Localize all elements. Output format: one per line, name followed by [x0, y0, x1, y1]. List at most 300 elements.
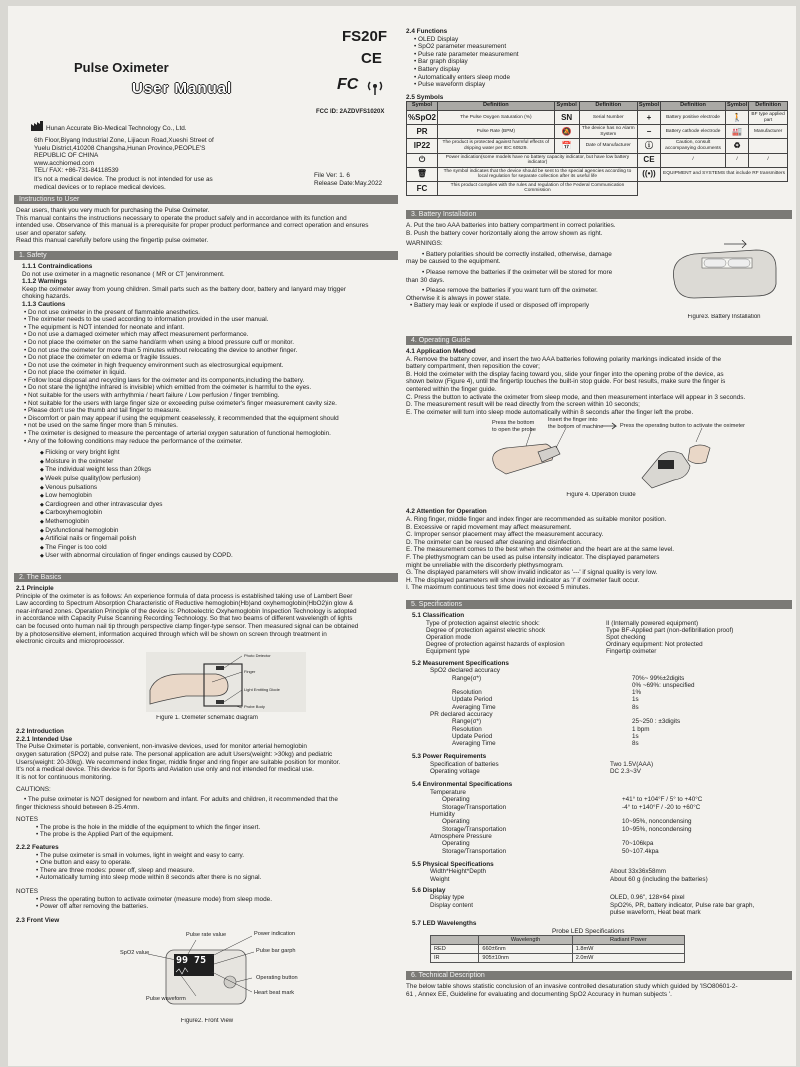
- fig1-label: Finger: [244, 668, 256, 674]
- symbol-definition: EQUIPMENT and SYSTEMS that include RF transmitters: [661, 167, 788, 181]
- text-line: in accordance with Capacity Pulse Scanning Recording Technology. So that two beams of different wavelength of lights: [16, 615, 353, 623]
- symbol-definition: Serial Number: [579, 110, 637, 124]
- spec-row: [452, 718, 792, 725]
- text-line: It's not a medical device. This device is for Sports and Aviation use only and not intended for medical use.: [16, 766, 314, 774]
- caution-item: • Do not place the oximeter on edema or fragile tissues.: [24, 354, 398, 362]
- text-line: electronic circuits and microprocessor.: [16, 638, 125, 646]
- text-line: Do not use oximeter in a magnetic resonance ( MR or CT )environment.: [22, 270, 225, 278]
- function-item: • Automatically enters sleep mode: [414, 74, 792, 82]
- spec-row: [426, 620, 792, 627]
- spec-row: [452, 704, 792, 711]
- spec-row: [442, 818, 792, 825]
- subheading: 2.4 Functions: [406, 28, 448, 35]
- spec-key: Range(σ*): [452, 674, 482, 682]
- symbol-definition: [749, 139, 788, 153]
- symbol-row: [407, 139, 788, 153]
- column-header: Definition: [749, 102, 788, 111]
- table-cell: 660±6nm: [479, 945, 572, 954]
- symbols-table: [406, 101, 788, 196]
- humidity-specs: [412, 818, 792, 832]
- column-header: Radiant Power: [572, 936, 684, 945]
- text-line: than 30 days.: [406, 276, 445, 284]
- operating-steps: [406, 356, 792, 417]
- note-item: • Power off after removing the batteries.: [16, 903, 398, 911]
- caution-item: • Do not stare the light(the infrared is invisible) which emitted from the oximeter is harmful to the eyes.: [24, 384, 398, 392]
- condition-item: ◆ The Finger is too cold: [40, 544, 398, 553]
- schematic-drawing: [146, 652, 306, 712]
- condition-item: ◆ Methemoglobin: [40, 518, 398, 527]
- fcc-logo-icon: FC: [337, 76, 359, 93]
- text-line: B. Push the battery cover horizontally along the arrow shown as right.: [406, 229, 603, 237]
- spec-value: +41° to +104°F / 5° to +40°C: [622, 796, 703, 804]
- step-item: centered within the finger guide.: [406, 386, 497, 394]
- symbol-icon: −: [637, 125, 660, 139]
- operating-section: [406, 348, 792, 592]
- symbol-definition: Pulse Rate (BPM): [438, 125, 555, 139]
- fig4-label: to open the probe: [492, 427, 536, 434]
- text-line: Dear users, thank you very much for purchasing the Pulse Oximeter.: [16, 207, 210, 214]
- text-line: 61 , Annex EE, Guideline for evaluating and documenting SpO2 Accuracy in human subjects '.: [406, 990, 672, 998]
- spec-row: [426, 641, 792, 648]
- classification-specs: [412, 620, 792, 656]
- attention-list: [406, 516, 792, 592]
- caution-item: • Do not place the oximeter on the same hand/arm when using a blood pressure cuff or monitor.: [24, 339, 398, 347]
- spec-value: Two 1.5V(AAA): [610, 760, 654, 768]
- attention-item: G. The displayed parameters will show invalid indicator as '---' if signal quality is very low.: [406, 569, 658, 577]
- spec-value: SpO2%, PR, battery indicator, Pulse rate bar graph,: [610, 901, 755, 909]
- spec-value: 8s: [632, 739, 639, 747]
- note-item: • Press the operating button to activate oximeter (measure mode) from sleep mode.: [16, 896, 398, 904]
- address-line: 6th Floor,Biyang Industrial Zone, Lijiacun Road,Xueshi Street of: [34, 137, 214, 144]
- subheading: 5.7 LED Wavelengths: [412, 919, 477, 927]
- intended-use-text: [16, 743, 398, 781]
- label-heart-beat: Heart beat mark: [254, 990, 295, 997]
- spec-value: DC 2.3~3V: [610, 767, 641, 775]
- symbol-row: [407, 153, 788, 167]
- symbol-icon: IP22: [407, 139, 438, 153]
- company-phone: TEL/ FAX: +86-731-84118539: [34, 167, 119, 175]
- spec-value: 1%: [632, 689, 642, 697]
- spec-key: Display content: [430, 901, 474, 909]
- subheading: 2.3 Front View: [16, 916, 60, 924]
- symbol-icon: 🏭: [725, 125, 748, 139]
- attention-item: F. The plethysmogram can be used as pulse intensity indicator. The displayed parameters: [406, 553, 660, 561]
- symbol-empty: /: [749, 153, 788, 167]
- text-line: This manual contains the instructions necessary to operate the product safely and in accordance with its function and: [16, 214, 347, 222]
- note-item: • The probe is the Applied Part of the equipment.: [16, 831, 398, 839]
- feature-item: • The pulse oximeter is small in volumes, light in weight and easy to carry.: [36, 852, 398, 860]
- caution-item: • The oximeter needs to be used according to information provided in the user manual.: [24, 316, 398, 324]
- column-header: Symbol: [725, 102, 748, 111]
- spec-row: [426, 627, 792, 634]
- spec-value: 1s: [632, 732, 639, 740]
- table-cell: 1.8mW: [572, 945, 684, 954]
- spec-group-label: SpO2 declared accuracy: [430, 667, 500, 675]
- basics-heading: 2. The Basics: [14, 573, 398, 582]
- text-line: Law according to Spectrum Absorption Characteristic of Reductive hemoglobin(Hb)and oxyhemoglobin(HbO2)in glow &: [16, 600, 354, 608]
- spec-key: Degree of protection against electric shock: [426, 626, 546, 634]
- step-item: C. Press the button to activate the oximeter from sleep mode, and then measurement interface will appear in 3 seconds.: [406, 393, 746, 401]
- disclaimer-line: medical devices or to replace medical devices.: [34, 183, 166, 191]
- step-item: E. The oximeter will turn into sleep mode automatically within 8 seconds after the finger left the probe.: [406, 408, 694, 416]
- label-pulse-rate: Pulse rate value: [186, 932, 227, 939]
- fig4-label: Press the operating button to activate the oximeter: [620, 423, 745, 430]
- spec-group-label: Atmosphere Pressure: [430, 832, 492, 840]
- column-header: Wavelength: [479, 936, 572, 945]
- spec-key: Range(σ*): [452, 718, 482, 726]
- features-list: [16, 852, 398, 882]
- cautions-list: [22, 309, 398, 446]
- subheading: 5.1 Classification: [412, 611, 465, 619]
- symbol-definition: Manufacturer: [749, 125, 788, 139]
- company-address: [34, 137, 214, 191]
- table-cell: RED: [431, 945, 479, 954]
- technical-heading: 6. Technical Description: [406, 971, 792, 980]
- caution-item: • Any of the following conditions may reduce the performance of the oximeter.: [24, 438, 398, 446]
- instructions-heading: Instructions to User: [14, 195, 398, 204]
- symbol-definition: The product is protected against harmful effects of dripping water per IEC 60529.: [438, 139, 555, 153]
- display-specs: [412, 894, 792, 916]
- subheading: 4.1 Application Method: [406, 348, 476, 356]
- label-power-indication: Power indication: [254, 931, 296, 938]
- spec-key: Width*Height*Depth: [430, 868, 487, 876]
- notes-label: NOTES: [16, 816, 39, 824]
- pressure-specs: [412, 840, 792, 854]
- warnings-label: WARNINGS:: [406, 240, 443, 248]
- spec-key: Resolution: [452, 689, 482, 697]
- attention-item: B. Excessive or rapid movement may affect measurement.: [406, 523, 572, 531]
- label-operating-button: Operating button: [256, 975, 298, 982]
- symbol-row: [407, 125, 788, 139]
- table-cell: 2.0mW: [572, 954, 684, 963]
- symbol-definition: Date of Manufacturer: [579, 139, 637, 153]
- feature-item: • Automatically turning into sleep mode within 8 seconds after there is no signal.: [36, 874, 398, 882]
- operating-heading: 4. Operating Guide: [406, 336, 792, 345]
- spec-value: 1s: [632, 696, 639, 704]
- fig1-label: Photo Detector: [244, 652, 271, 658]
- column-header: Symbol: [407, 102, 438, 111]
- fig1-label: Light Emitting Diode: [244, 686, 280, 692]
- subheading: 5.5 Physical Specifications: [412, 860, 494, 868]
- column-header: Definition: [661, 102, 726, 111]
- ce-mark-icon: CE: [361, 50, 382, 67]
- spec-key: [430, 909, 610, 916]
- step-item: A. Remove the battery cover, and insert the two AAA batteries following polarity markings indicated inside of the: [406, 355, 722, 363]
- spec-value: 1 bpm: [632, 725, 650, 733]
- caution-item: • Do not use a damaged oximeter which may affect measurement performance.: [24, 331, 398, 339]
- spec-row: [430, 868, 792, 875]
- spec-key: Update Period: [452, 732, 493, 740]
- symbol-definition: Power indication(some models have no battery capacity indicator, but have low battery indicator): [438, 153, 638, 167]
- caution-item: • The equipment is NOT intended for neonate and infant.: [24, 324, 398, 332]
- subheading: 1.1.2 Warnings: [22, 278, 67, 286]
- spo2-specs: [412, 675, 792, 711]
- caution-item: • Not suitable for the users with arrhythmia / heart failure / Low perfusion / finger trembling.: [24, 392, 398, 400]
- spec-key: Averaging Time: [452, 739, 496, 747]
- spec-group-label: Temperature: [430, 788, 466, 796]
- specifications-heading: 5. Specifications: [406, 600, 792, 609]
- front-view-drawing: [16, 928, 400, 1016]
- spec-value: Type BF-Applied part (non-defibrillation proof): [606, 626, 734, 634]
- spec-row: [430, 902, 792, 909]
- text-line: near-infrared zones. Operation Principle of the device is: Photoelectric Oxyhemoglobin Inspection Technology is adopted: [16, 607, 357, 615]
- condition-item: ◆ Week pulse quality(low perfusion): [40, 475, 398, 484]
- spec-value: Spot checking: [606, 633, 646, 641]
- symbol-definition: The Pulse Oxygen Saturation (%): [438, 110, 555, 124]
- caution-item: • Discomfort or pain may appear if using the equipment ceaselessly, it recommended that the equipment should: [24, 415, 398, 423]
- fig1-label: Probe Body: [244, 703, 265, 709]
- symbol-icon: 📅: [554, 139, 579, 153]
- feature-item: • There are three modes: power off, sleep and measure.: [36, 867, 398, 875]
- spec-row: [452, 726, 792, 733]
- attention-item: D. The oximeter can be reused after cleaning and disinfection.: [406, 538, 582, 546]
- caution-item: • Do not use the oximeter for more than 5 minutes without relocating the device to another finger.: [24, 347, 398, 355]
- conditions-list: [22, 449, 398, 561]
- pr-specs: [412, 718, 792, 747]
- table-cell: IR: [431, 954, 479, 963]
- spec-value: 0% ~69%: unspecified: [632, 681, 695, 689]
- spec-group-label: Humidity: [430, 810, 455, 818]
- spec-value: Ordinary equipment: Not protected: [606, 641, 703, 649]
- technical-section: [406, 983, 792, 998]
- fcc-symbol-icon: FC: [407, 181, 438, 195]
- condition-item: ◆ User with abnormal circulation of finger endings caused by COPD.: [40, 552, 398, 561]
- spec-row: [442, 840, 792, 847]
- symbols-section: [406, 94, 792, 196]
- figure2-caption: Figure2. Front View: [180, 1018, 234, 1025]
- spec-value: 10~95%, noncondensing: [622, 825, 692, 833]
- symbol-definition: Caution, consult accompanying documents: [661, 139, 726, 153]
- address-line: REPUBLIC OF CHINA: [34, 152, 99, 160]
- functions-section: [406, 6, 792, 89]
- attention-item: H. The displayed parameters will show invalid indicator as '/' if oximeter fault occur.: [406, 576, 640, 584]
- condition-item: ◆ The individual weight less than 20kgs: [40, 466, 398, 475]
- spec-row: [430, 894, 792, 901]
- column-header: [431, 936, 479, 945]
- text-line: user and operator safety.: [16, 229, 87, 237]
- warning-item: • Please remove the batteries if the oximeter will be stored for more: [406, 269, 656, 277]
- text-line: choking hazards.: [22, 293, 71, 301]
- front-view-figure: [16, 928, 398, 1016]
- symbol-definition: Battery cathode electrode: [661, 125, 726, 139]
- oximeter-schematic-figure: [146, 652, 306, 712]
- left-column: [14, 6, 398, 1026]
- text-line: Keep the oximeter away from young children. Small parts such as the battery door, battery and lanyard may trigger: [22, 285, 346, 293]
- subheading: 1.1.1 Contraindications: [22, 262, 93, 270]
- subheading: 5.2 Measurement Specifications: [412, 659, 509, 667]
- text-line: Users(weight: 20-30kg). We recommend index finger, middle finger and ring finger are suitable position for monitor.: [16, 758, 341, 766]
- condition-item: ◆ Flicking or very bright light: [40, 449, 398, 458]
- principle-text: [16, 593, 398, 646]
- label-spo2: SpO2 value: [120, 950, 150, 957]
- led-table: [430, 935, 685, 963]
- step-item: battery compartment, then reposition the cover;: [406, 363, 540, 371]
- safety-heading: 1. Safety: [14, 251, 398, 260]
- attention-item: might be unreliable with the discorderly plethysmogram.: [406, 561, 564, 569]
- symbol-icon: 🔕: [554, 125, 579, 139]
- condition-item: ◆ Low hemoglobin: [40, 492, 398, 501]
- ce-symbol-icon: CE: [637, 153, 660, 167]
- spec-row: [452, 733, 792, 740]
- step-item: shown below (Figure 4), until the fingertip touches the built-in stop guide. For best results, make sure the finger is: [406, 378, 726, 386]
- caution-item: • Please don't use the thumb and tail finger to measure.: [24, 407, 398, 415]
- condition-item: ◆ Venous pulsations: [40, 484, 398, 493]
- caution-item: • Follow local disposal and recycling laws for the oximeter and its components,including the battery.: [24, 377, 398, 385]
- text-line: may be caused to the equipment.: [406, 258, 501, 266]
- condition-item: ◆ Cardiogreen and other intravascular dyes: [40, 501, 398, 510]
- battery-heading: 3. Battery Installation: [406, 210, 792, 219]
- symbol-icon: ♻: [725, 139, 748, 153]
- fig4-label: the bottom of machine: [548, 424, 604, 431]
- spec-value: 70%~ 99%±2digits: [632, 674, 685, 682]
- spec-row: [442, 848, 792, 855]
- attention-item: E. The measurement comes to the best when the oximeter and the heart are at the same level.: [406, 546, 675, 554]
- spec-row: [430, 761, 792, 768]
- text-line: by a photosensitive element, information acquired through which will be shown on screen through treatment in: [16, 630, 327, 638]
- subheading: 5.3 Power Requirements: [412, 753, 487, 761]
- spec-value: II (Internally powered equipment): [606, 619, 699, 627]
- text-line: oxygen saturation (SPO2) and pulse rate. The personal application are adult Users(weight: >30kg) and pediatric: [16, 751, 333, 759]
- symbol-definition: The device has no Alarm System: [579, 125, 637, 139]
- text-line: The Pulse Oximeter is portable, convenient, non-invasive devices, used for monitor arterial hemoglobin: [16, 743, 307, 751]
- warning-item: • Battery may leak or explode if used or disposed off improperly: [406, 302, 656, 310]
- spec-value: pulse waveform, Heat beat mark: [610, 908, 701, 916]
- symbol-row: [407, 110, 788, 124]
- spec-row: [452, 689, 792, 696]
- condition-item: ◆ Dysfunctional hemoglobin: [40, 527, 398, 536]
- spec-value: 8s: [632, 703, 639, 711]
- symbol-definition: The symbol indicates that the device should be sent to the special agencies according to local regulation for separate collection after its useful life: [438, 167, 638, 181]
- column-header: Definition: [438, 102, 555, 111]
- spec-row: [452, 682, 792, 689]
- spec-value: 50~107.4kpa: [622, 847, 659, 855]
- spec-row: [452, 675, 792, 682]
- led-header-row: [431, 936, 685, 945]
- spec-key: Resolution: [452, 725, 482, 733]
- subheading: 5.6 Display: [412, 886, 446, 894]
- step-item: B. Hold the oximeter with the display facing toward you, slide your finger into the opening probe of the device, as: [406, 370, 724, 378]
- feature-item: • One button and easy to operate.: [36, 859, 398, 867]
- attention-item: I. The maximum continuous test time does not exceed 5 minutes.: [406, 584, 591, 592]
- function-item: • Pulse waveform display: [414, 81, 792, 89]
- text-line: Read this manual carefully before using the fingertip pulse oximeter.: [16, 237, 209, 245]
- product-title: Pulse Oximeter: [74, 60, 169, 75]
- table-cell: 905±10nm: [479, 954, 572, 963]
- safety-section: [14, 263, 398, 561]
- caution-item: • Do not place the oximeter in liquid.: [24, 369, 398, 377]
- model-number: FS20F: [342, 28, 388, 45]
- caution-item: • The oximeter is designed to measure the percentage of arterial oxygen saturation of functional hemoglobin.: [24, 430, 398, 438]
- symbol-definition: BF type applied part: [749, 110, 788, 124]
- attention-item: A. Ring finger, middle finger and index finger are recommended as suitable monitor position.: [406, 516, 667, 523]
- spec-value: 70~106kpa: [622, 840, 654, 848]
- symbols-body: [407, 110, 788, 195]
- symbol-empty: /: [725, 153, 748, 167]
- function-item: • SpO2 parameter measurement: [414, 43, 792, 51]
- symbol-icon: ⓘ: [637, 139, 660, 153]
- weee-symbol-icon: 🗑: [407, 167, 438, 181]
- spec-row: [430, 909, 792, 916]
- cautions-label: CAUTIONS:: [16, 786, 51, 794]
- attention-item: C. Improper sensor placement may affect the measurement accuracy.: [406, 531, 604, 539]
- manufacturer-icon: [30, 120, 44, 132]
- display-readout: 99 75: [176, 955, 207, 967]
- subheading: 2.2 Introduction: [16, 728, 64, 736]
- symbol-definition: This product complies with the rules and regulation of the Federal Communication Commission: [438, 181, 638, 195]
- subheading: 2.1 Principle: [16, 584, 54, 592]
- battery-section: [406, 222, 792, 324]
- spec-row: [442, 804, 792, 811]
- spec-key: Operating: [442, 818, 470, 826]
- spec-row: [442, 796, 792, 803]
- text-line: can be focused onto human nail tip through perspective clamp finger-type sensor. Then measured signal can be obtained: [16, 622, 359, 630]
- warning-item: • Please remove the batteries if you want turn off the oximeter.: [406, 287, 656, 295]
- spec-value: 25~250 : ±3digits: [632, 718, 681, 726]
- text-line: The below table shows statistic conclusion of an invasive controlled desaturation study which guided by 'ISO80601-2-: [406, 983, 738, 991]
- table-row: [431, 945, 685, 954]
- spec-key: Display type: [430, 894, 465, 902]
- power-symbol-icon: ⏻: [407, 153, 438, 167]
- rf-symbol-icon: ((•)): [637, 167, 660, 181]
- warning-item: • Battery polarities should be correctly installed, otherwise, damage: [406, 251, 656, 259]
- symbol-row: [407, 167, 788, 181]
- spec-key: Update Period: [452, 696, 493, 704]
- functions-list: [406, 36, 792, 89]
- caution-item: • Not suitable for the users with large finger size or exceeding pulse oximeter's finger measurement cavity size.: [24, 400, 398, 408]
- subheading: 2.5 Symbols: [406, 93, 444, 101]
- step-item: D. The measurement result will be read directly from the screen within 10 seconds;: [406, 401, 640, 409]
- symbol-icon: %SpO2: [407, 110, 438, 124]
- spec-key: Storage/Transportation: [442, 847, 507, 855]
- caution-item: • not be used on the same finger more than 5 minutes.: [24, 422, 398, 430]
- spec-row: [430, 876, 792, 883]
- spec-row: [426, 634, 792, 641]
- battery-install-drawing: [664, 240, 784, 310]
- spec-row: [426, 648, 792, 655]
- function-item: • Bar graph display: [414, 58, 792, 66]
- company-name: Hunan Accurate Bio-Medical Technology Co., Ltd.: [46, 125, 187, 132]
- symbol-icon: +: [637, 110, 660, 124]
- notes-label: NOTES: [16, 887, 39, 895]
- spec-value: -4° to +140°F / -20 to +60°C: [622, 803, 701, 811]
- figure1-caption: Figure 1. Oximeter schematic diagram: [156, 714, 258, 721]
- spec-key: Operation mode: [426, 633, 472, 641]
- text-line: Otherwise it is always in power state.: [406, 294, 511, 302]
- spec-key: Averaging Time: [452, 703, 496, 711]
- column-header: Symbol: [637, 102, 660, 111]
- spec-key: Specification of batteries: [430, 760, 499, 768]
- instructions-text: [14, 207, 398, 245]
- manual-subtitle: User Manual: [132, 80, 233, 97]
- label-waveform: Pulse waveform: [146, 996, 186, 1003]
- spec-key: Degree of protection against hazards of explosion: [426, 641, 565, 649]
- caution-item: • Do not use the oximeter in high frequency environment such as electrosurgical equipment.: [24, 362, 398, 370]
- note-item: • The probe is the hole in the middle of the equipment to which the finger insert.: [16, 824, 398, 832]
- function-item: • OLED Display: [414, 36, 792, 44]
- spec-value: About 33x36x58mm: [610, 868, 667, 876]
- symbol-definition: Battery positive electrode: [661, 110, 726, 124]
- spec-key: Storage/Transportation: [442, 825, 507, 833]
- rf-wireless-icon: [366, 80, 384, 96]
- text-line: Principle of the oximeter is as follows: An experience formula of data process is established taking use of Lambert Beer: [16, 592, 353, 600]
- column-header: Symbol: [554, 102, 579, 111]
- symbol-icon: SN: [554, 110, 579, 124]
- fig4-label: Insert the finger into: [548, 417, 598, 424]
- disclaimer-line: It's not a medical device. The product is not intended for use as: [34, 175, 213, 183]
- figure3-caption: Figure3. Battery Installation: [687, 314, 761, 321]
- spec-row: [452, 740, 792, 747]
- condition-item: ◆ Artificial nails or fingernail polish: [40, 535, 398, 544]
